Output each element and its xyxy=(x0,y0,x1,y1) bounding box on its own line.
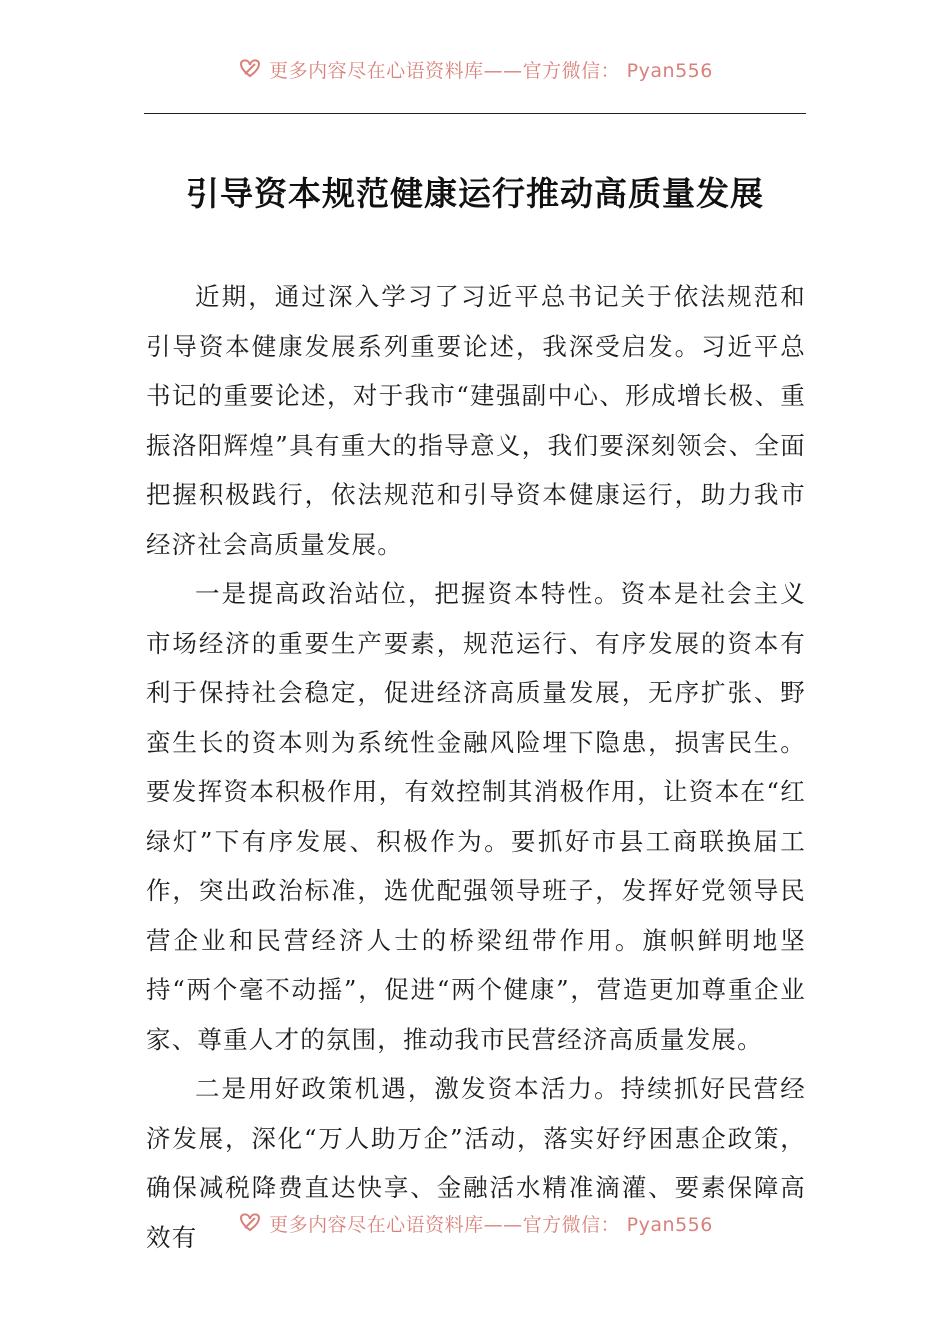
footer-watermark-banner xyxy=(0,1206,950,1240)
header-rule xyxy=(144,113,806,114)
logo-icon xyxy=(237,56,263,82)
document-body xyxy=(146,272,806,1262)
document-title: 引导资本规范健康运行推动高质量发展 xyxy=(186,174,764,213)
header-watermark-banner xyxy=(0,52,950,86)
banner-text: 更多内容尽在心语资料库——官方微信： Pyan556 xyxy=(269,59,713,82)
paragraph-point-two: 二是用好政策机遇，激发资本活力。持续抓好民营经济发展，深化“万人助万企”活动，落实好纾困惠企政策，确保减税降费直达快享、金融活水精准滴灌、要素保障高效有 xyxy=(146,1074,806,1252)
logo-icon xyxy=(237,1210,263,1236)
banner-text: 更多内容尽在心语资料库——官方微信： Pyan556 xyxy=(269,1213,713,1236)
paragraph-intro: 近期，通过深入学习了习近平总书记关于依法规范和引导资本健康发展系列重要论述，我深受启发。习近平总书记的重要论述，对于我市“建强副中心、形成增长极、重振洛阳辉煌”具有重大的指导意义，我们要深刻领会、全面把握积极践行，依法规范和引导资本健康运行，助力我市经济社会高质量发展。 xyxy=(146,282,806,559)
paragraph-point-one: 一是提高政治站位，把握资本特性。资本是社会主义市场经济的重要生产要素，规范运行、有序发展的资本有利于保持社会稳定，促进经济高质量发展，无序扩张、野蛮生长的资本则为系统性金融风险埋下隐患，损害民生。要发挥资本积极作用，有效控制其消极作用，让资本在“红绿灯”下有序发展、积极作为。要抓好市县工商联换届工作，突出政治标准，选优配强领导班子，发挥好党领导民营企业和民营经济人士的桥梁纽带作用。旗帜鲜明地坚持“两个毫不动摇”，促进“两个健康”，营造更加尊重企业家、尊重人才的氛围，推动我市民营经济高质量发展。 xyxy=(146,579,806,1054)
